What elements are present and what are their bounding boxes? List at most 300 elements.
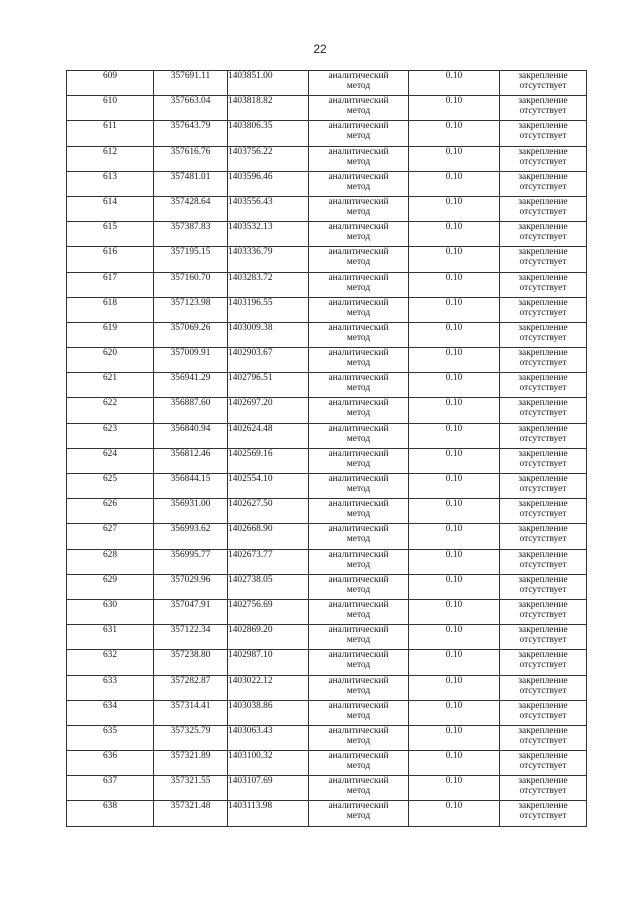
method-line-2: метод <box>346 383 371 394</box>
coordinate-x: 356840.94 <box>154 423 228 448</box>
fixation-description <box>500 776 587 801</box>
accuracy-value: 0.10 <box>409 751 500 776</box>
accuracy-value: 0.10 <box>409 348 500 373</box>
coordinate-y: 1402869.20 <box>228 625 309 650</box>
method-line-2: метод <box>346 282 371 293</box>
point-number: 612 <box>67 146 154 171</box>
method-line-2: метод <box>346 307 371 318</box>
determination-method <box>309 247 409 272</box>
accuracy-value: 0.10 <box>409 247 500 272</box>
fixation-line-1: закрепление <box>518 448 568 459</box>
fixation-description <box>500 247 587 272</box>
fixation-line-1: закрепление <box>518 398 568 409</box>
point-number: 610 <box>67 96 154 121</box>
table-row <box>67 146 587 171</box>
coordinate-x: 356812.46 <box>154 448 228 473</box>
coordinate-x: 357387.83 <box>154 222 228 247</box>
accuracy-value: 0.10 <box>409 725 500 750</box>
method-line-2: метод <box>346 332 371 343</box>
method-line-1: аналитический <box>328 171 389 182</box>
accuracy-value: 0.10 <box>409 776 500 801</box>
fixation-line-2: отсутствует <box>519 433 567 444</box>
determination-method <box>309 549 409 574</box>
point-number: 614 <box>67 196 154 221</box>
accuracy-value: 0.10 <box>409 499 500 524</box>
determination-method <box>309 222 409 247</box>
point-number: 638 <box>67 801 154 826</box>
fixation-description <box>500 474 587 499</box>
method-line-2: метод <box>346 584 371 595</box>
method-line-1: аналитический <box>328 247 389 258</box>
table-row <box>67 650 587 675</box>
fixation-description <box>500 71 587 96</box>
method-line-1: аналитический <box>328 751 389 762</box>
point-number: 633 <box>67 675 154 700</box>
coordinate-y: 1403283.72 <box>228 272 309 297</box>
point-number: 609 <box>67 71 154 96</box>
accuracy-value: 0.10 <box>409 196 500 221</box>
coordinate-x: 357238.80 <box>154 650 228 675</box>
table-row <box>67 373 587 398</box>
fixation-line-2: отсутствует <box>519 761 567 772</box>
point-number: 629 <box>67 574 154 599</box>
method-line-1: аналитический <box>328 398 389 409</box>
table-row <box>67 348 587 373</box>
method-line-1: аналитический <box>328 549 389 560</box>
fixation-description <box>500 700 587 725</box>
coordinate-y: 1403113.98 <box>228 801 309 826</box>
fixation-description <box>500 297 587 322</box>
coordinate-x: 356887.60 <box>154 398 228 423</box>
fixation-description <box>500 725 587 750</box>
point-number: 628 <box>67 549 154 574</box>
accuracy-value: 0.10 <box>409 96 500 121</box>
determination-method <box>309 348 409 373</box>
fixation-line-1: закрепление <box>518 171 568 182</box>
table-row <box>67 524 587 549</box>
fixation-line-1: закрепление <box>518 625 568 636</box>
accuracy-value: 0.10 <box>409 121 500 146</box>
accuracy-value: 0.10 <box>409 171 500 196</box>
accuracy-value: 0.10 <box>409 549 500 574</box>
point-number: 631 <box>67 625 154 650</box>
accuracy-value: 0.10 <box>409 448 500 473</box>
coordinate-y: 1402796.51 <box>228 373 309 398</box>
coordinate-y: 1402624.48 <box>228 423 309 448</box>
determination-method <box>309 474 409 499</box>
coordinate-x: 357643.79 <box>154 121 228 146</box>
fixation-description <box>500 574 587 599</box>
coordinate-y: 1402697.20 <box>228 398 309 423</box>
determination-method <box>309 650 409 675</box>
accuracy-value: 0.10 <box>409 625 500 650</box>
accuracy-value: 0.10 <box>409 650 500 675</box>
method-line-1: аналитический <box>328 524 389 535</box>
table-row <box>67 776 587 801</box>
coordinate-x: 356844.15 <box>154 474 228 499</box>
method-line-1: аналитический <box>328 96 389 107</box>
coordinate-y: 1403556.43 <box>228 196 309 221</box>
coordinate-x: 357481.01 <box>154 171 228 196</box>
table-row <box>67 322 587 347</box>
table-row <box>67 700 587 725</box>
determination-method <box>309 121 409 146</box>
determination-method <box>309 398 409 423</box>
fixation-line-2: отсутствует <box>519 660 567 671</box>
coordinate-y: 1402987.10 <box>228 650 309 675</box>
fixation-description <box>500 196 587 221</box>
fixation-line-1: закрепление <box>518 549 568 560</box>
fixation-line-2: отсутствует <box>519 484 567 494</box>
coordinate-y: 1403022.12 <box>228 675 309 700</box>
coordinate-x: 357123.98 <box>154 297 228 322</box>
coordinate-x: 357663.04 <box>154 96 228 121</box>
coordinate-y: 1403851.00 <box>228 71 309 96</box>
determination-method <box>309 423 409 448</box>
determination-method <box>309 71 409 96</box>
coordinates-table <box>66 70 587 827</box>
table-row <box>67 448 587 473</box>
point-number: 621 <box>67 373 154 398</box>
coordinate-y: 1403196.55 <box>228 297 309 322</box>
determination-method <box>309 448 409 473</box>
coordinate-y: 1403532.13 <box>228 222 309 247</box>
coordinate-x: 356931.00 <box>154 499 228 524</box>
fixation-description <box>500 373 587 398</box>
coordinate-y: 1403107.69 <box>228 776 309 801</box>
coordinate-x: 357691.11 <box>154 71 228 96</box>
accuracy-value: 0.10 <box>409 474 500 499</box>
method-line-2: метод <box>346 660 371 671</box>
fixation-line-2: отсутствует <box>519 559 567 570</box>
fixation-line-2: отсутствует <box>519 710 567 721</box>
coordinate-y: 1403596.46 <box>228 171 309 196</box>
table-row <box>67 675 587 700</box>
fixation-description <box>500 398 587 423</box>
fixation-line-1: закрепление <box>518 499 568 510</box>
method-line-2: метод <box>346 458 371 469</box>
coordinate-y: 1402738.05 <box>228 574 309 599</box>
coordinate-x: 357616.76 <box>154 146 228 171</box>
method-line-1: аналитический <box>328 71 389 81</box>
method-line-2: метод <box>346 106 371 117</box>
coordinate-y: 1402668.90 <box>228 524 309 549</box>
coordinate-x: 357321.48 <box>154 801 228 826</box>
point-number: 622 <box>67 398 154 423</box>
point-number: 637 <box>67 776 154 801</box>
coordinate-y: 1403038.86 <box>228 700 309 725</box>
table-row <box>67 171 587 196</box>
coordinate-y: 1402627.50 <box>228 499 309 524</box>
method-line-1: аналитический <box>328 423 389 434</box>
method-line-2: метод <box>346 408 371 419</box>
table-row <box>67 247 587 272</box>
table-row <box>67 398 587 423</box>
method-line-1: аналитический <box>328 348 389 359</box>
coordinate-y: 1402903.67 <box>228 348 309 373</box>
method-line-1: аналитический <box>328 599 389 610</box>
determination-method <box>309 373 409 398</box>
coordinate-y: 1402756.69 <box>228 599 309 624</box>
method-line-2: метод <box>346 685 371 696</box>
fixation-line-2: отсутствует <box>519 106 567 117</box>
point-number: 623 <box>67 423 154 448</box>
fixation-description <box>500 650 587 675</box>
method-line-2: метод <box>346 735 371 746</box>
method-line-1: аналитический <box>328 121 389 132</box>
fixation-line-1: закрепление <box>518 272 568 283</box>
accuracy-value: 0.10 <box>409 222 500 247</box>
coordinate-x: 357047.91 <box>154 599 228 624</box>
determination-method <box>309 751 409 776</box>
coordinate-x: 357160.70 <box>154 272 228 297</box>
coordinate-y: 1403063.43 <box>228 725 309 750</box>
method-line-1: аналитический <box>328 675 389 686</box>
fixation-line-1: закрепление <box>518 146 568 157</box>
coordinate-y: 1402554.10 <box>228 474 309 499</box>
fixation-line-2: отсутствует <box>519 81 567 91</box>
fixation-line-2: отсутствует <box>519 282 567 293</box>
fixation-line-1: закрепление <box>518 524 568 535</box>
method-line-2: метод <box>346 181 371 192</box>
accuracy-value: 0.10 <box>409 700 500 725</box>
point-number: 615 <box>67 222 154 247</box>
page-number: 22 <box>313 42 327 56</box>
table-row <box>67 272 587 297</box>
fixation-description <box>500 448 587 473</box>
method-line-2: метод <box>346 232 371 243</box>
method-line-2: метод <box>346 786 371 797</box>
fixation-line-1: закрепление <box>518 322 568 333</box>
fixation-line-2: отсутствует <box>519 257 567 268</box>
point-number: 611 <box>67 121 154 146</box>
fixation-line-1: закрепление <box>518 725 568 736</box>
coordinate-x: 357325.79 <box>154 725 228 750</box>
coordinate-x: 357069.26 <box>154 322 228 347</box>
fixation-line-1: закрепление <box>518 96 568 107</box>
table-row <box>67 549 587 574</box>
coordinate-x: 357321.89 <box>154 751 228 776</box>
method-line-1: аналитический <box>328 574 389 585</box>
accuracy-value: 0.10 <box>409 272 500 297</box>
table-row <box>67 71 587 96</box>
determination-method <box>309 499 409 524</box>
determination-method <box>309 574 409 599</box>
method-line-2: метод <box>346 257 371 268</box>
fixation-description <box>500 801 587 826</box>
fixation-line-2: отсутствует <box>519 811 567 822</box>
method-line-1: аналитический <box>328 474 389 484</box>
fixation-description <box>500 499 587 524</box>
table-row <box>67 751 587 776</box>
determination-method <box>309 196 409 221</box>
fixation-line-1: закрепление <box>518 121 568 132</box>
fixation-line-2: отсутствует <box>519 383 567 394</box>
method-line-1: аналитический <box>328 776 389 787</box>
method-line-1: аналитический <box>328 448 389 459</box>
fixation-description <box>500 222 587 247</box>
fixation-line-1: закрепление <box>518 348 568 359</box>
fixation-description <box>500 322 587 347</box>
accuracy-value: 0.10 <box>409 599 500 624</box>
determination-method <box>309 272 409 297</box>
method-line-1: аналитический <box>328 650 389 661</box>
method-line-1: аналитический <box>328 700 389 711</box>
method-line-2: метод <box>346 484 371 494</box>
table-row <box>67 599 587 624</box>
determination-method <box>309 700 409 725</box>
table-row <box>67 625 587 650</box>
accuracy-value: 0.10 <box>409 322 500 347</box>
fixation-description <box>500 171 587 196</box>
fixation-line-2: отсутствует <box>519 509 567 520</box>
coordinate-x: 357122.34 <box>154 625 228 650</box>
point-number: 630 <box>67 599 154 624</box>
method-line-1: аналитический <box>328 272 389 283</box>
method-line-1: аналитический <box>328 373 389 384</box>
point-number: 635 <box>67 725 154 750</box>
method-line-2: метод <box>346 509 371 520</box>
coordinate-x: 357195.15 <box>154 247 228 272</box>
fixation-description <box>500 675 587 700</box>
fixation-description <box>500 348 587 373</box>
coordinate-x: 356993.62 <box>154 524 228 549</box>
coordinate-x: 356995.77 <box>154 549 228 574</box>
coordinate-y: 1403009.38 <box>228 322 309 347</box>
point-number: 616 <box>67 247 154 272</box>
table-row <box>67 196 587 221</box>
fixation-line-1: закрепление <box>518 196 568 207</box>
fixation-line-1: закрепление <box>518 373 568 384</box>
table-row <box>67 222 587 247</box>
method-line-1: аналитический <box>328 322 389 333</box>
table-row <box>67 96 587 121</box>
fixation-line-1: закрепление <box>518 751 568 762</box>
determination-method <box>309 96 409 121</box>
point-number: 620 <box>67 348 154 373</box>
method-line-2: метод <box>346 81 371 91</box>
method-line-1: аналитический <box>328 725 389 736</box>
fixation-line-1: закрепление <box>518 700 568 711</box>
accuracy-value: 0.10 <box>409 801 500 826</box>
point-number: 636 <box>67 751 154 776</box>
fixation-description <box>500 549 587 574</box>
method-line-1: аналитический <box>328 625 389 636</box>
method-line-2: метод <box>346 534 371 545</box>
method-line-1: аналитический <box>328 146 389 157</box>
coordinate-y: 1403336.79 <box>228 247 309 272</box>
method-line-2: метод <box>346 358 371 369</box>
point-number: 624 <box>67 448 154 473</box>
fixation-line-2: отсутствует <box>519 735 567 746</box>
method-line-1: аналитический <box>328 222 389 233</box>
fixation-line-1: закрепление <box>518 599 568 610</box>
table-row <box>67 499 587 524</box>
fixation-line-2: отсутствует <box>519 635 567 646</box>
fixation-line-2: отсутствует <box>519 131 567 142</box>
fixation-line-2: отсутствует <box>519 685 567 696</box>
point-number: 617 <box>67 272 154 297</box>
table-row <box>67 121 587 146</box>
coordinate-y: 1403100.32 <box>228 751 309 776</box>
point-number: 618 <box>67 297 154 322</box>
method-line-2: метод <box>346 131 371 142</box>
fixation-line-1: закрепление <box>518 297 568 308</box>
fixation-line-1: закрепление <box>518 650 568 661</box>
point-number: 626 <box>67 499 154 524</box>
determination-method <box>309 524 409 549</box>
fixation-line-2: отсутствует <box>519 408 567 419</box>
point-number: 619 <box>67 322 154 347</box>
accuracy-value: 0.10 <box>409 398 500 423</box>
table-row <box>67 423 587 448</box>
fixation-description <box>500 146 587 171</box>
fixation-line-1: закрепление <box>518 71 568 81</box>
determination-method <box>309 776 409 801</box>
coordinate-x: 357029.96 <box>154 574 228 599</box>
fixation-description <box>500 121 587 146</box>
accuracy-value: 0.10 <box>409 675 500 700</box>
accuracy-value: 0.10 <box>409 373 500 398</box>
determination-method <box>309 725 409 750</box>
coordinate-x: 357428.64 <box>154 196 228 221</box>
coordinate-y: 1403818.82 <box>228 96 309 121</box>
accuracy-value: 0.10 <box>409 146 500 171</box>
table-row <box>67 574 587 599</box>
table-row <box>67 474 587 499</box>
determination-method <box>309 171 409 196</box>
coordinate-y: 1403806.35 <box>228 121 309 146</box>
accuracy-value: 0.10 <box>409 423 500 448</box>
fixation-description <box>500 96 587 121</box>
determination-method <box>309 675 409 700</box>
method-line-1: аналитический <box>328 196 389 207</box>
method-line-2: метод <box>346 635 371 646</box>
coordinates-table-body <box>67 71 587 827</box>
point-number: 632 <box>67 650 154 675</box>
point-number: 625 <box>67 474 154 499</box>
fixation-line-1: закрепление <box>518 776 568 787</box>
fixation-line-2: отсутствует <box>519 232 567 243</box>
fixation-line-2: отсутствует <box>519 332 567 343</box>
fixation-line-2: отсутствует <box>519 156 567 167</box>
fixation-description <box>500 625 587 650</box>
fixation-line-2: отсутствует <box>519 206 567 217</box>
fixation-line-2: отсутствует <box>519 181 567 192</box>
determination-method <box>309 599 409 624</box>
coordinate-x: 357321.55 <box>154 776 228 801</box>
coordinate-y: 1402569.16 <box>228 448 309 473</box>
accuracy-value: 0.10 <box>409 574 500 599</box>
method-line-1: аналитический <box>328 499 389 510</box>
method-line-2: метод <box>346 761 371 772</box>
fixation-line-2: отсутствует <box>519 584 567 595</box>
coordinate-y: 1402673.77 <box>228 549 309 574</box>
method-line-2: метод <box>346 156 371 167</box>
fixation-description <box>500 272 587 297</box>
method-line-2: метод <box>346 811 371 822</box>
fixation-line-1: закрепление <box>518 222 568 233</box>
fixation-line-2: отсутствует <box>519 307 567 318</box>
fixation-line-2: отсутствует <box>519 458 567 469</box>
point-number: 613 <box>67 171 154 196</box>
method-line-2: метод <box>346 206 371 217</box>
method-line-2: метод <box>346 710 371 721</box>
coordinate-x: 357314.41 <box>154 700 228 725</box>
fixation-description <box>500 599 587 624</box>
accuracy-value: 0.10 <box>409 297 500 322</box>
table-row <box>67 801 587 826</box>
